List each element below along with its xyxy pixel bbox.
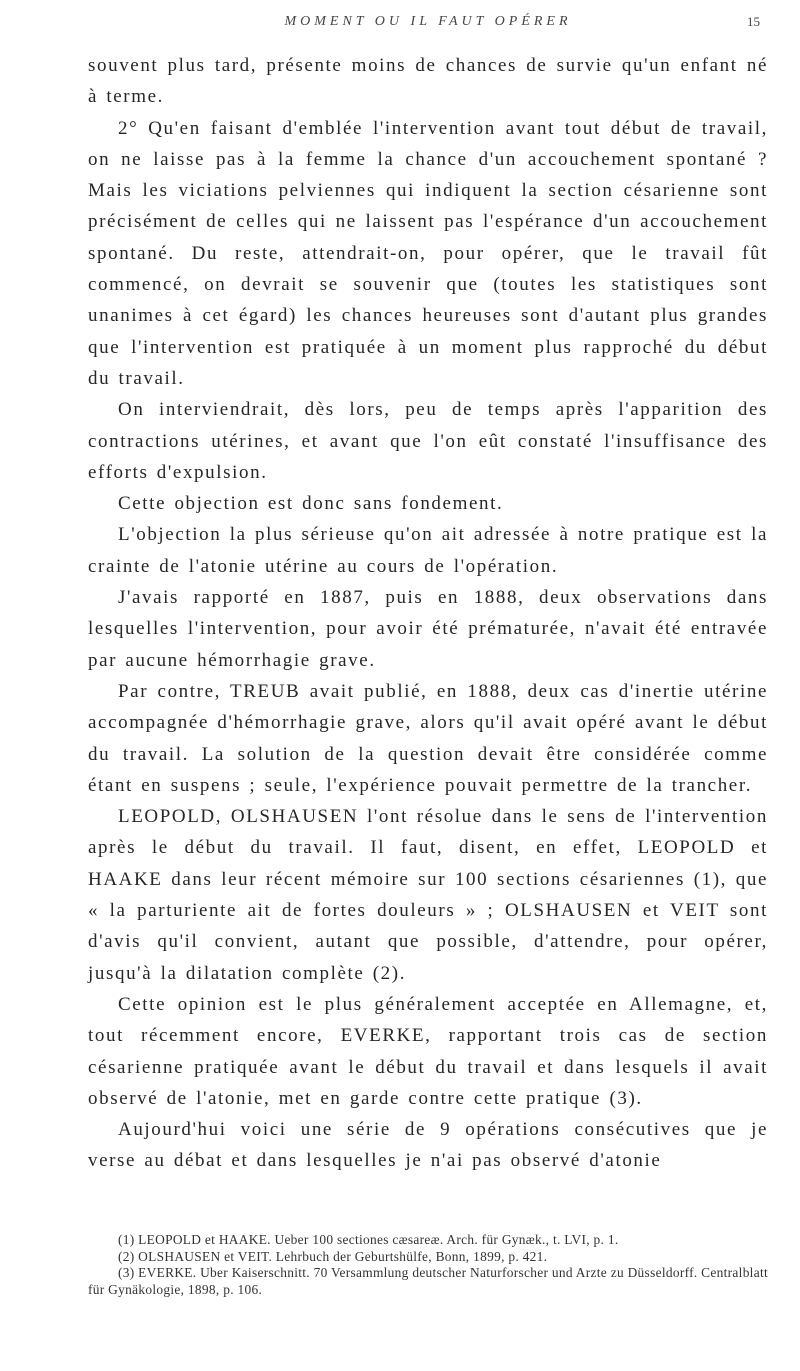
paragraph: 2° Qu'en faisant d'emblée l'intervention avant tout début de travail, on ne laisse pas à la femme la chance d'un accouchement spontané ? Mais les viciations pelviennes qui indiquent la section césarienne sont précisément de celles qui ne laissent pas l'espérance d'un accouchement spontané. Du reste, attendrait-on, pour opérer, que le travail fût commencé, on devrait se souvenir que (toutes les statistiques sont unanimes à cet égard) les chances heureuses sont d'autant plus grandes que l'intervention est pratiquée à un moment plus rapproché du début du travail. xyxy=(88,117,768,389)
footnote: (3) EVERKE. Uber Kaiserschnitt. 70 Versammlung deutscher Naturforscher und Arzte zu Düsseldorff. Centralblatt für Gynäkologie, 1898, p. 106. xyxy=(88,1265,768,1297)
paragraph: L'objection la plus sérieuse qu'on ait adressée à notre pratique est la crainte de l'atonie utérine au cours de l'opération. xyxy=(88,524,768,577)
paragraph: Cette objection est donc sans fondement. xyxy=(118,493,504,515)
paragraph: On interviendrait, dès lors, peu de temps après l'apparition des contractions utérines, et avant que l'on eût constaté l'insuffisance des efforts d'expulsion. xyxy=(88,399,768,483)
footnotes xyxy=(88,1232,768,1298)
paragraph: souvent plus tard, présente moins de chances de survie qu'un enfant né à terme. xyxy=(88,55,768,108)
page-number: 15 xyxy=(747,14,760,29)
paragraph: Cette opinion est le plus généralement acceptée en Allemagne, et, tout récemment encore, EVERKE, rapportant trois cas de section césarienne pratiquée avant le début du travail et dans lesquels il avait observé de l'atonie, met en garde contre cette pratique (3). xyxy=(88,993,768,1109)
footnote: (2) OLSHAUSEN et VEIT. Lehrbuch der Geburtshülfe, Bonn, 1899, p. 421. xyxy=(118,1248,548,1264)
paragraph: LEOPOLD, OLSHAUSEN l'ont résolue dans le sens de l'intervention après le début du travail. Il faut, disent, en effet, LEOPOLD et HAAKE dans leur récent mémoire sur 100 sections césariennes (1), que « la parturiente ait de fortes douleurs » ; OLSHAUSEN et VEIT sont d'avis qu'il convient, autant que possible, d'attendre, pour opérer, jusqu'à la dilatation complète (2). xyxy=(88,806,768,984)
running-title: MOMENT OU IL FAUT OPÉRER xyxy=(284,14,572,29)
footnote: (1) LEOPOLD et HAAKE. Ueber 100 sectiones cæsareæ. Arch. für Gynæk., t. LVI, p. 1. xyxy=(118,1232,619,1247)
paragraph: J'avais rapporté en 1887, puis en 1888, deux observations dans lesquelles l'intervention, pour avoir été prématurée, n'avait été entravée par aucune hémorrhagie grave. xyxy=(88,587,768,671)
running-header xyxy=(88,14,768,36)
paragraph: Par contre, TREUB avait publié, en 1888, deux cas d'inertie utérine accompagnée d'hémorrhagie grave, alors qu'il avait opéré avant le début du travail. La solution de la question devait être considérée comme étant en suspens ; seule, l'expérience pouvait permettre de la trancher. xyxy=(88,680,768,796)
body-text xyxy=(88,50,768,1177)
paragraph: Aujourd'hui voici une série de 9 opérations consécutives que je verse au débat et dans lesquelles je n'ai pas observé d'atonie xyxy=(88,1119,768,1172)
